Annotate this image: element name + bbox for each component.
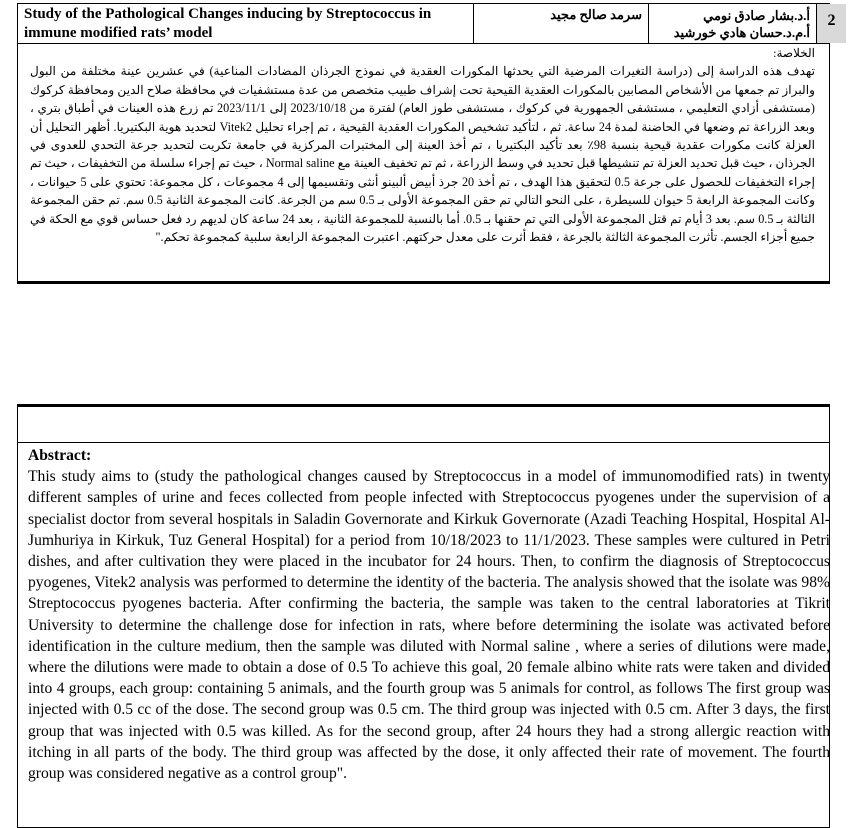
english-abstract-box: [17, 404, 830, 828]
supervisors-cell: [648, 4, 816, 43]
supervisor-2: أ.م.د.حسان هادي خورشيد: [673, 25, 810, 40]
thesis-entry-table: [17, 3, 836, 284]
arabic-abstract: [18, 44, 829, 246]
arabic-abstract-text: تهدف هذه الدراسة إلى (دراسة التغيرات المرضية التي يحدثها المكورات العقدية في نموذج الجرذان المضادات المناعية) في عشرين عينة مختلفة من البول والبراز تم جمعها من الأشخاص المصابين بالمكورات العقدية القيحية تحت إشراف طبيب متخصص من عدة مستشفيات في محافظة صلاح الدين ومحافظة كركوك (مستشفى أزادي التعليمي ، مستشفى الجمهورية في كركوك ، مستشفى طوز العام) لفترة من 2023/10/18 إلى 2023/11/1 تم زرع هذه العينات في أطباق بتري ، وبعد الزراعة تم وضعها في الحاضنة لمدة 24 ساعة. ثم ، لتأكيد تشخيص المكورات العقدية القيحية ، تم إجراء تحليل Vitek2 لتحديد هوية البكتيريا. أظهر التحليل أن العزلة كانت مكورات عقدية قيحية بنسبة 98٪ بعد تأكيد البكتيريا ، تم أخذ العينة إلى المختبرات المركزية في جامعة تكريت لتحديد جرعة التحدي للعدوى في الجرذان ، حيث قبل تحديد العزلة تم تنشيطها قبل تحديد في وسط الزراعة ، ثم تم تخفيف العينة مع Normal saline ، حيث تم إجراء سلسلة من التخفيفات ، حيث تم إجراء التخفيفات للحصول على جرعة 0.5 لتحقيق هذا الهدف ، تم أخذ 20 جرذ أبيض ألبينو أنثى وتقسيمها إلى 4 مجموعات ، كل مجموعة: تحتوي على 5 حيوانات ، وكانت المجموعة الرابعة 5 حيوان للسيطرة ، على النحو التالي تم حقن المجموعة الأولى بـ 0.5 سم من الجرعة. كانت المجموعة الثانية 0.5 سم. تم حقن المجموعة الثالثة بـ 0.5 سم. بعد 3 أيام تم قتل المجموعة الأولى التي تم حقنها بـ 0.5. أما بالنسبة للمجموعة الثانية ، بعد 24 ساعة كان لديهم رد فعل حساس قوي مع الحكة في جميع أجزاء الجسم. تأثرت المجموعة الثالثة بالجرعة ، فقط أثرت على معدل حركتهم. اعتبرت المجموعة الرابعة سلبية كمجموعة تحكم.": [30, 64, 816, 245]
thesis-title: Study of the Pathological Changes inducing by Streptococcus in immune modified rats’ model: [24, 6, 432, 41]
english-abstract: [28, 445, 830, 784]
table-bottom-rule: [18, 281, 829, 283]
entry-number: 2: [816, 4, 846, 43]
arabic-abstract-label: الخلاصة:: [773, 46, 815, 60]
author-name: سرمد صالح مجيد: [473, 4, 648, 43]
abstract-text: This study aims to (study the pathological changes caused by Streptococcus in a model of immunomodified rats) in twenty different samples of urine and feces collected from people infected with Streptococcus pyogenes under the supervision of a specialist doctor from several hospitals in Saladin Governorate and Kirkuk Governorate (Azadi Teaching Hospital, Hospital Al-Jumhuriya in Kirkuk, Tuz General Hospital) for a period from 10/18/2023 to 11/1/2023. These samples were cultured in Petri dishes, and after cultivation they were placed in the incubator for 24 hours. Then, to confirm the diagnosis of Streptococcus pyogenes, Vitek2 analysis was performed to determine the identity of the bacteria. The analysis showed that the isolate was 98% Streptococcus pyogenes bacteria. After confirming the bacteria, the sample was taken to the central laboratories at Tikrit University to determine the challenge dose for infection in rats, where before determining the isolate was activated before identification in the culture medium, then the sample was diluted with Normal saline , where a series of dilutions were made, where the dilutions were made to obtain a dose of 0.5 To achieve this goal, 20 female albino white rats were taken and divided into 4 groups, each group: containing 5 animals, and the fourth group was 5 animals for control, as follows The first group was injected with 0.5 cc of the dose. The second group was 0.5 cm. The third group was injected with 0.5 cm. After 3 days, the first group that was injected with 0.5 was killed. As for the second group, after 24 hours they had a strong allergic reaction with itching in all parts of the body. The third group was affected by the dose, it only affected their rate of movement. The fourth group was considered negative as a control group".: [28, 468, 830, 783]
abstract-label: Abstract:: [28, 447, 92, 464]
abstract-divider: [18, 442, 829, 443]
supervisor-1: أ.د.بشار صادق نومي: [703, 8, 810, 23]
header-row: [18, 4, 836, 44]
abstract-top-rule: [18, 405, 829, 407]
